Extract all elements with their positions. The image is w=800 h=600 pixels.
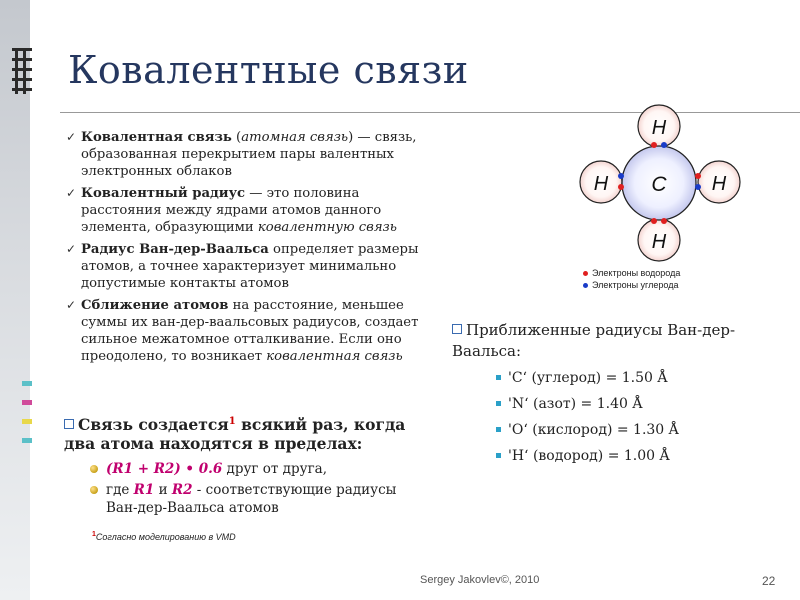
carbon-atom: [622, 146, 696, 220]
hydrogen-atom-top: [638, 105, 680, 147]
legend-carbon: Электроны углерода: [583, 280, 680, 290]
term: Ковалентный радиус: [81, 186, 246, 201]
svg-text:H: H: [651, 231, 667, 253]
bond-condition-heading: Связь создается$^1$ всякий раз, когда два атома находятся в пределах:: [64, 415, 406, 453]
checkmark-icon: ✓: [66, 298, 77, 312]
square-bullet-icon: [496, 427, 501, 432]
vdw-radii-heading: Приближенные радиусы Ван-дер-Ваальса:: [452, 321, 736, 360]
slide-footer: Sergey Jakovlev©, 2010: [420, 574, 540, 586]
square-bullet-icon: [496, 453, 501, 458]
round-bullet-icon: [90, 486, 98, 494]
accent-stripe-magenta: [22, 400, 32, 405]
checkmark-icon: ✓: [66, 130, 77, 144]
term: Сближение атомов: [81, 298, 229, 313]
round-bullet-icon: [90, 465, 98, 473]
blue-dot-icon: [583, 283, 588, 288]
definition-covalent-radius: ✓ Ковалентный радиус — это половина расстояния между ядрами атомов данного элемента, образующими ковалентную связь: [66, 186, 397, 235]
formula-item: (R1 + R2) • 0.6 друг от друга,: [88, 460, 428, 478]
accent-stripe-teal: [22, 381, 32, 386]
legend-hydrogen: Электроны водорода: [583, 268, 680, 278]
svg-text:H: H: [651, 117, 667, 139]
hydrogen-atom-right: [698, 161, 740, 203]
diagram-legend: [583, 268, 680, 292]
radius-carbon: 'C‘ (углерод) = 1.50 Å: [496, 368, 792, 388]
term: Ковалентная связь: [81, 130, 232, 145]
radius-oxygen: 'O‘ (кислород) = 1.30 Å: [496, 420, 792, 440]
accent-stripe-yellow: [22, 419, 32, 424]
hydrogen-atom-bottom: [638, 219, 680, 261]
square-bullet-icon: [452, 324, 462, 334]
term: Радиус Ван-дер-Ваальса: [81, 242, 269, 257]
checkmark-icon: ✓: [66, 242, 77, 256]
checkmark-icon: ✓: [66, 186, 77, 200]
svg-text:H: H: [593, 173, 609, 195]
slide-title: Ковалентные связи: [68, 48, 469, 92]
square-bullet-icon: [496, 401, 501, 406]
square-bullet-icon: [496, 375, 501, 380]
svg-text:H: H: [711, 173, 727, 195]
accent-stripe-teal-2: [22, 438, 32, 443]
formula: (R1 + R2) • 0.6: [106, 461, 223, 477]
vdw-radii-list: [452, 368, 792, 466]
definition-vdw-radius: ✓ Радиус Ван-дер-Ваальса определяет размеры атомов, а точнее характеризует минимально допустимые контакты атомов: [66, 242, 419, 291]
footnote: $^1$Согласно моделированию в VMD: [92, 531, 236, 542]
slide-number: 22: [762, 574, 776, 588]
hydrogen-atom-left: [580, 161, 622, 203]
red-dot-icon: [583, 271, 588, 276]
radius-nitrogen: 'N‘ (азот) = 1.40 Å: [496, 394, 792, 414]
definitions-list: [64, 129, 424, 370]
definition-atom-approach: ✓ Сближение атомов на расстояние, меньшее суммы их ван-дер-ваальсовых радиусов, создает сильное межатомное отталкивание. Если оно преодолено, то возникает ковалентная связь: [66, 298, 419, 364]
radii-explanation-item: где R1 и R2 - соответствующие радиусы Ван-дер-Ваальса атомов: [88, 481, 428, 517]
bond-condition-list: [88, 460, 428, 520]
svg-text:C: C: [651, 173, 667, 196]
decor-grid-icon: [12, 48, 32, 96]
definition-covalent-bond: ✓ Ковалентная связь (атомная связь) — связь, образованная перекрытием пары валентных электронных облаков: [66, 130, 417, 179]
vdw-radii-block: [452, 320, 792, 472]
radius-hydrogen: 'H‘ (водород) = 1.00 Å: [496, 446, 792, 466]
square-bullet-icon: [64, 419, 74, 429]
